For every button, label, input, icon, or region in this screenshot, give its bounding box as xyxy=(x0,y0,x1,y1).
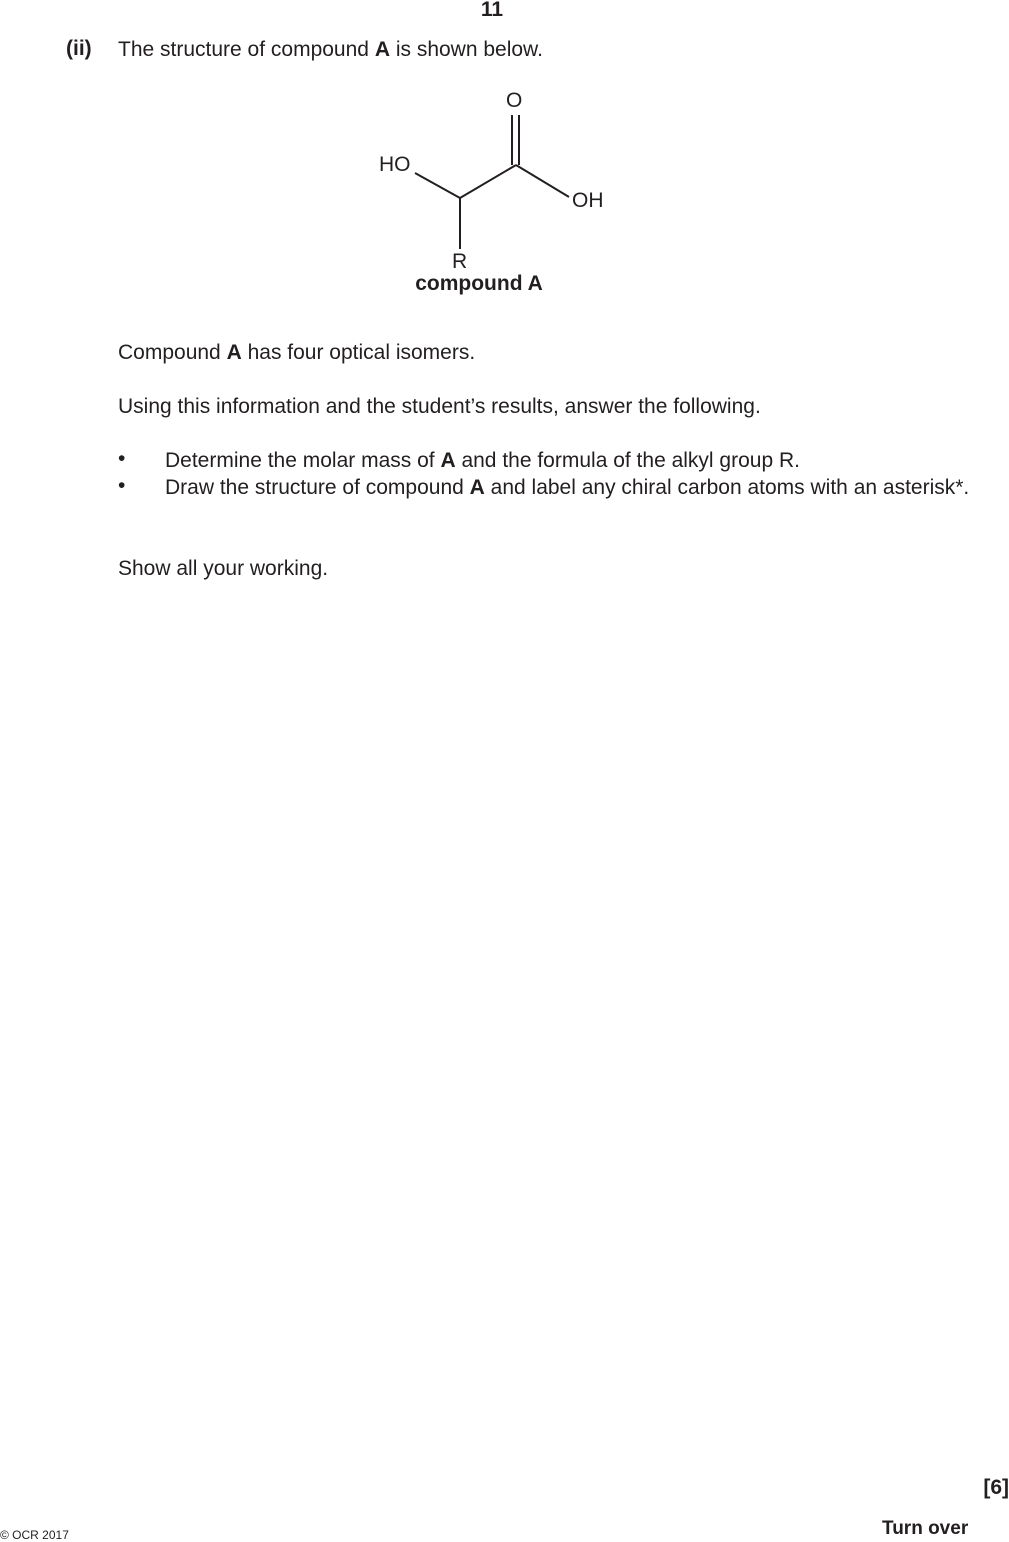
intro-text-2: is shown below. xyxy=(389,38,543,61)
structure-caption: compound A xyxy=(415,272,543,295)
using-sentence: Using this information and the student’s results, answer the following. xyxy=(118,395,761,418)
copyright-notice: © OCR 2017 xyxy=(0,1528,69,1542)
isomers-text-1: Compound xyxy=(118,341,227,364)
bullet-1-text xyxy=(165,447,1009,474)
bond-c-c xyxy=(460,165,516,198)
question-label: (ii) xyxy=(66,37,92,60)
intro-text-1: The structure of compound xyxy=(118,38,375,61)
page-number: 11 xyxy=(480,0,504,21)
atom-oh-label: OH xyxy=(572,189,604,212)
question-intro xyxy=(118,36,543,63)
bullet-2-part-2: and label any chiral carbon atoms with an asterisk*. xyxy=(484,476,970,499)
isomers-text-2: has four optical isomers. xyxy=(241,341,476,364)
bullet-1-part-1: Determine the molar mass of xyxy=(165,449,441,472)
bullet-1-marker: • xyxy=(118,447,126,470)
bond-ho-c xyxy=(415,173,460,198)
isomers-compound-letter: A xyxy=(226,341,242,364)
isomers-sentence xyxy=(118,339,475,366)
turn-over-text: Turn over xyxy=(882,1518,969,1539)
atom-r-label: R xyxy=(452,250,468,273)
show-working-instruction: Show all your working. xyxy=(118,557,329,580)
bond-c-oh xyxy=(516,165,569,197)
intro-compound-letter: A xyxy=(374,38,390,61)
atom-ho-label: HO xyxy=(379,153,411,176)
bullet-2-text xyxy=(165,474,1009,501)
bullet-2-compound-letter: A xyxy=(469,476,485,499)
compound-a-structure xyxy=(370,85,630,285)
bullet-2-marker: • xyxy=(118,474,126,497)
bullet-1-compound-letter: A xyxy=(440,449,456,472)
bullet-1-part-2: and the formula of the alkyl group R. xyxy=(455,449,800,472)
bullet-2-part-1: Draw the structure of compound xyxy=(165,476,470,499)
marks-total: [6] xyxy=(983,1476,1009,1499)
atom-o-label: O xyxy=(506,89,523,112)
